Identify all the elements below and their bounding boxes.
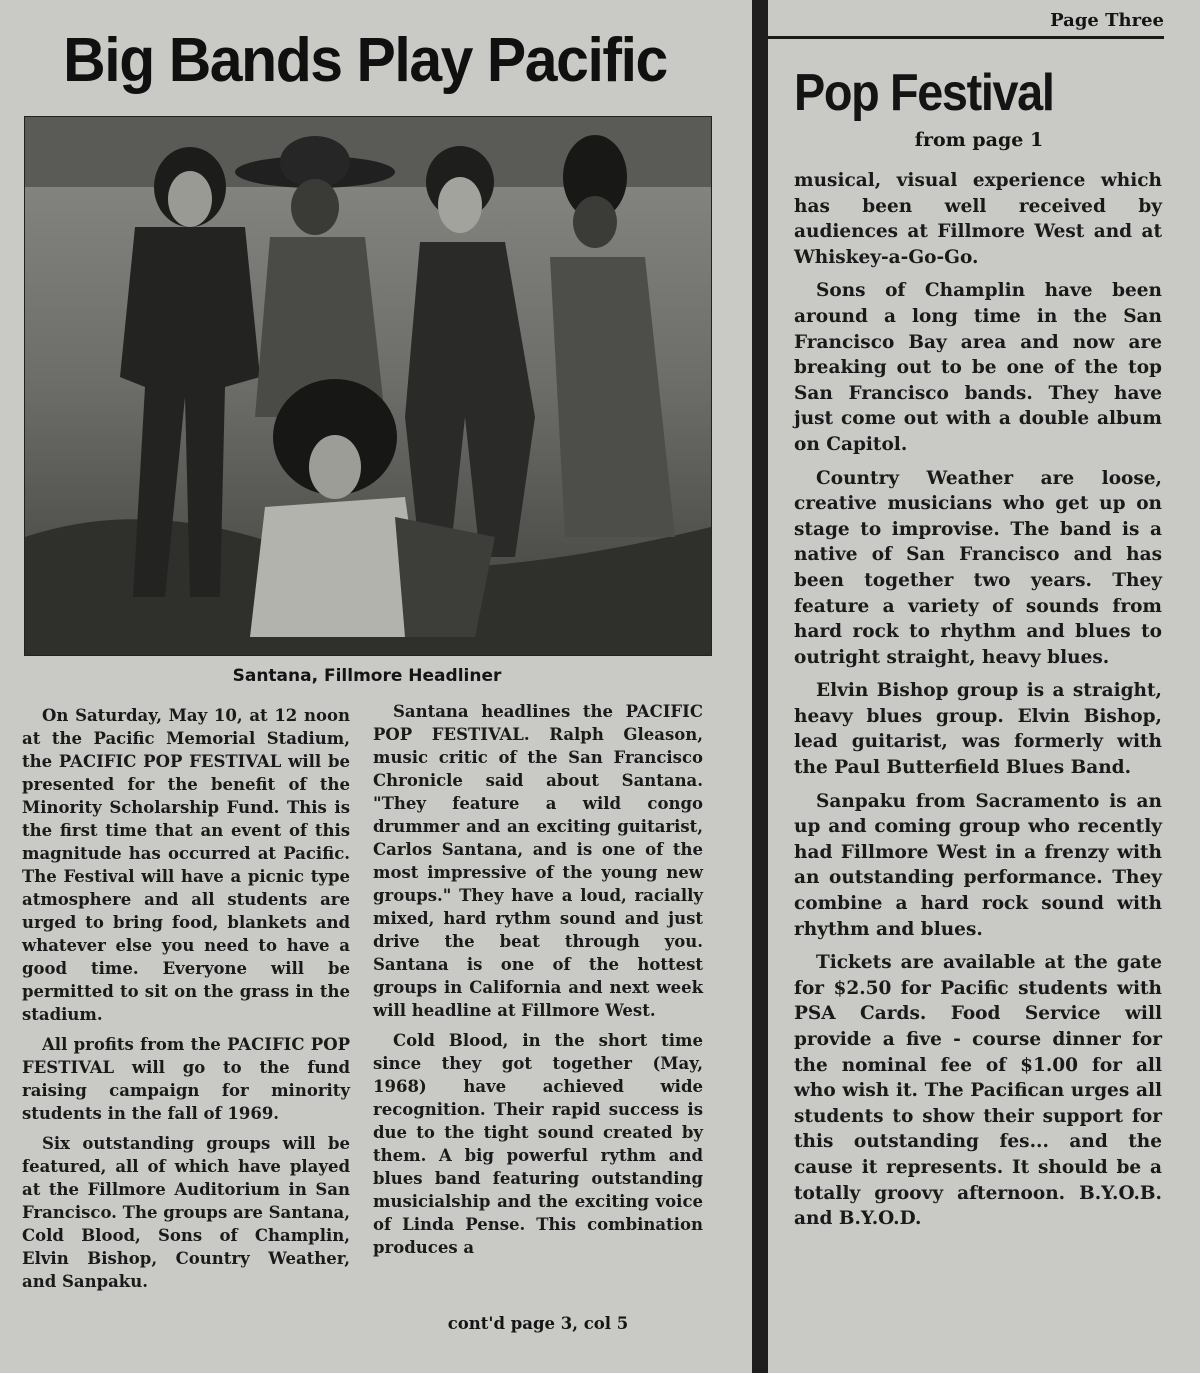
article-paragraph: On Saturday, May 10, at 12 noon at the Pacific Memorial Stadium, the PACIFIC POP FESTIVAL will be presented for the benefit of the Minority Scholarship Fund. This is the first time that an event of this magnitude has occurred at Pacific. The Festival will have a picnic type atmosphere and all students are urged to bring food, blankets and whatever else you need to have a good time. Everyone will be permitted to sit on the grass in the stadium. (22, 706, 350, 1024)
right-newspaper-page (768, 0, 1200, 1373)
continuation-title: Pop Festival (794, 64, 1054, 122)
header-rule (768, 36, 1164, 39)
page-gutter (752, 0, 768, 1373)
article-paragraph: Sons of Champlin have been around a long time in the San Francisco Bay area and now are breaking out to be one of the top San Francisco bands. They have just come out with a double album on Capitol. (794, 280, 1162, 455)
article-paragraph: Country Weather are loose, creative musicians who get up on stage to improvise. The band is a native of San Francisco and has been together two years. They feature a variety of sounds from hard rock to rhythm and blues to outright straight, heavy blues. (794, 467, 1162, 668)
article-paragraph: Sanpaku from Sacramento is an up and coming group who recently had Fillmore West in a frenzy with an outstanding performance. They combine a hard rock sound with rhythm and blues. (794, 790, 1162, 940)
headline: Big Bands Play Pacific (63, 26, 667, 95)
article-paragraph: musical, visual experience which has been well received by audiences at Fillmore West and at Whiskey-a-Go-Go. (794, 170, 1162, 268)
article-column-1 (22, 704, 350, 1300)
article-paragraph: Santana headlines the PACIFIC POP FESTIVAL. Ralph Gleason, music critic of the San Francisco Chronicle said about Santana. "They feature a wild congo drummer and an exciting guitarist, Carlos Santana, and is one of the most impressive of the young new groups." They have a loud, racially mixed, hard rythm sound and just drive the beat through you. Santana is one of the hottest groups in California and next week will headline at Fillmore West. (373, 702, 703, 1020)
page-number-label: Page Three (1050, 10, 1164, 31)
band-photo (24, 116, 712, 656)
article-paragraph: Elvin Bishop group is a straight, heavy blues group. Elvin Bishop, lead guitarist, was formerly with the Paul Butterfield Blues Band. (794, 680, 1162, 779)
continuation-column (794, 168, 1162, 1240)
article-paragraph: Cold Blood, in the short time since they got together (May, 1968) have achieved wide recognition. Their rapid success is due to the tight sound created by them. A big powerful rythm and blues band featuring outstanding musicialship and the exciting voice of Linda Pense. This combination produces a (373, 1031, 703, 1257)
article-paragraph: Tickets are available at the gate for $2.50 for Pacific students with PSA Cards. Food Service will provide a five - course dinner for the nominal fee of $1.00 for all who wish it. The Pacifican urges all students to show their support for this outstanding fes... and the cause it represents. It should be a totally groovy afternoon. B.Y.O.B. and B.Y.O.D. (794, 952, 1162, 1230)
photo-caption: Santana, Fillmore Headliner (232, 666, 502, 686)
band-photo-illustration (25, 117, 711, 655)
article-paragraph: All profits from the PACIFIC POP FESTIVAL will go to the fund raising campaign for minority students in the fall of 1969. (22, 1035, 350, 1123)
article-paragraph: Six outstanding groups will be featured, all of which have played at the Fillmore Auditorium in San Francisco. The groups are Santana, Cold Blood, Sons of Champlin, Elvin Bishop, Country Weather, and Sanpaku. (22, 1134, 350, 1291)
continued-note: cont'd page 3, col 5 (447, 1314, 629, 1333)
article-column-2 (373, 700, 703, 1266)
continuation-subtitle: from page 1 (914, 129, 1044, 151)
